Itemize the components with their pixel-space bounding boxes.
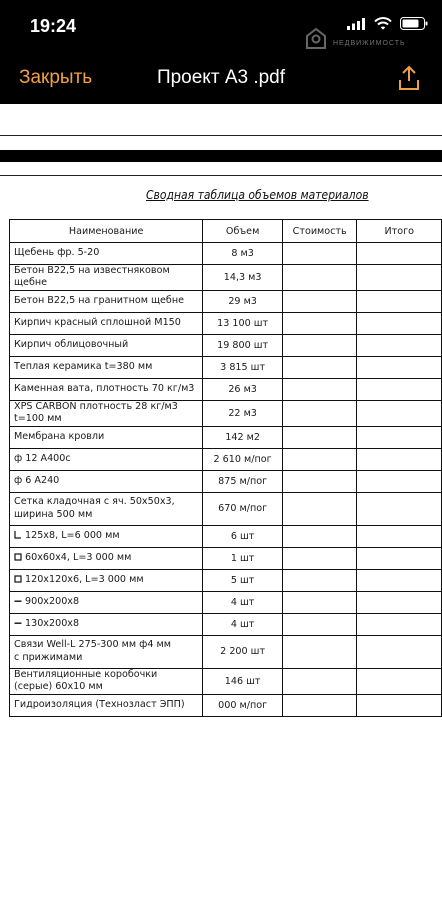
table-row bbox=[10, 569, 442, 591]
watermark-house-icon bbox=[303, 26, 329, 50]
table-row bbox=[10, 547, 442, 569]
materials-table bbox=[9, 219, 442, 717]
cell-total bbox=[357, 378, 442, 400]
table-row bbox=[10, 312, 442, 334]
cell-volume: 142 м2 bbox=[203, 426, 283, 448]
cell-name-text: Связи Well-L 275-300 мм ф4 мм с прижимами bbox=[14, 639, 172, 663]
cell-volume: 2 200 шт bbox=[203, 635, 283, 668]
document-title: Проект А3 .pdf bbox=[156, 67, 286, 88]
cell-cost bbox=[282, 243, 357, 265]
status-icons bbox=[347, 17, 428, 30]
watermark-text: НЕДВИЖИМОСТЬ bbox=[333, 40, 406, 47]
header-volume: Объем bbox=[203, 220, 283, 243]
cell-name bbox=[10, 312, 203, 334]
table-row bbox=[10, 426, 442, 448]
cell-name-text: Щебень фр. 5-20 bbox=[14, 247, 100, 259]
cell-volume: 3 815 шт bbox=[203, 356, 283, 378]
table-row bbox=[10, 613, 442, 635]
cell-total bbox=[357, 492, 442, 525]
cell-total bbox=[357, 426, 442, 448]
cell-total bbox=[357, 591, 442, 613]
cell-volume: 000 м/пог bbox=[203, 694, 283, 716]
cellular-signal-icon bbox=[347, 18, 366, 30]
flat-bar-icon bbox=[14, 619, 22, 630]
cell-name bbox=[10, 426, 203, 448]
cell-name bbox=[10, 635, 203, 668]
cell-total bbox=[357, 290, 442, 312]
cell-volume: 13 100 шт bbox=[203, 312, 283, 334]
cell-cost bbox=[282, 290, 357, 312]
header-total: Итого bbox=[357, 220, 442, 243]
cell-volume: 14,3 м3 bbox=[203, 265, 283, 291]
cell-volume: 6 шт bbox=[203, 525, 283, 547]
cell-name-text: Мембрана кровли bbox=[14, 431, 105, 443]
cell-volume: 4 шт bbox=[203, 613, 283, 635]
cell-cost bbox=[282, 569, 357, 591]
table-row bbox=[10, 525, 442, 547]
table-row bbox=[10, 243, 442, 265]
cell-cost bbox=[282, 547, 357, 569]
table-row bbox=[10, 694, 442, 716]
table-header-row bbox=[10, 220, 442, 243]
cell-cost bbox=[282, 668, 357, 694]
drawing-frame-band bbox=[0, 150, 442, 162]
table-row bbox=[10, 635, 442, 668]
cell-volume: 670 м/пог bbox=[203, 492, 283, 525]
cell-name bbox=[10, 470, 203, 492]
pdf-page[interactable] bbox=[0, 104, 442, 910]
cell-name bbox=[10, 378, 203, 400]
cell-name-text: ф 12 А400с bbox=[14, 453, 71, 465]
cell-cost bbox=[282, 470, 357, 492]
cell-name bbox=[10, 356, 203, 378]
cell-cost bbox=[282, 426, 357, 448]
cell-name-text: Каменная вата, плотность 70 кг/м3 bbox=[14, 383, 195, 395]
square-tube-icon bbox=[14, 553, 22, 564]
cell-name-text: Бетон В22,5 на известняковом щебне bbox=[14, 265, 170, 289]
cell-name bbox=[10, 492, 203, 525]
cell-cost bbox=[282, 312, 357, 334]
cell-name-text: Бетон В22,5 на гранитном щебне bbox=[14, 295, 185, 307]
cell-total bbox=[357, 312, 442, 334]
cell-name bbox=[10, 569, 203, 591]
cell-name bbox=[10, 525, 203, 547]
table-row bbox=[10, 265, 442, 291]
sheet-title: Сводная таблица объемов материалов bbox=[146, 188, 369, 202]
cell-cost bbox=[282, 525, 357, 547]
cell-volume: 29 м3 bbox=[203, 290, 283, 312]
table-row bbox=[10, 400, 442, 426]
cell-cost bbox=[282, 334, 357, 356]
cell-name bbox=[10, 668, 203, 694]
cell-name-text: 130х200х8 bbox=[25, 618, 80, 630]
table-body bbox=[10, 243, 442, 717]
cell-total bbox=[357, 635, 442, 668]
table-row bbox=[10, 290, 442, 312]
cell-total bbox=[357, 400, 442, 426]
table-row bbox=[10, 356, 442, 378]
cell-name-text: Кирпич облицовочный bbox=[14, 339, 129, 351]
cell-cost bbox=[282, 613, 357, 635]
nav-bar bbox=[0, 52, 442, 104]
table-row bbox=[10, 492, 442, 525]
drawing-border-line bbox=[0, 175, 442, 176]
cell-name-text: XPS CARBON плотность 28 кг/м3 t=100 мм bbox=[14, 400, 178, 425]
status-bar bbox=[0, 0, 442, 52]
cell-volume: 8 м3 bbox=[203, 243, 283, 265]
cell-name-text: 125х8, L=6 000 мм bbox=[25, 530, 120, 542]
cell-cost bbox=[282, 694, 357, 716]
cell-total bbox=[357, 547, 442, 569]
drawing-border-line bbox=[0, 135, 442, 136]
cell-name-text: 60х60х4, L=3 000 мм bbox=[25, 552, 132, 564]
cell-volume: 4 шт bbox=[203, 591, 283, 613]
cell-total bbox=[357, 525, 442, 547]
cell-cost bbox=[282, 265, 357, 291]
cell-name-text: Теплая керамика t=380 мм bbox=[14, 361, 153, 373]
cell-volume: 146 шт bbox=[203, 668, 283, 694]
cell-total bbox=[357, 243, 442, 265]
cell-total bbox=[357, 470, 442, 492]
cell-cost bbox=[282, 492, 357, 525]
cell-volume: 875 м/пог bbox=[203, 470, 283, 492]
cell-name bbox=[10, 334, 203, 356]
cell-cost bbox=[282, 591, 357, 613]
cell-name-text: Гидроизоляция (Технозласт ЭПП) bbox=[14, 699, 185, 711]
square-tube-icon bbox=[14, 575, 22, 586]
table-row bbox=[10, 448, 442, 470]
cell-total bbox=[357, 448, 442, 470]
cell-name bbox=[10, 243, 203, 265]
cell-volume: 1 шт bbox=[203, 547, 283, 569]
cell-name bbox=[10, 613, 203, 635]
table-row bbox=[10, 668, 442, 694]
cell-cost bbox=[282, 400, 357, 426]
cell-name-text: Кирпич красный сплошной М150 bbox=[14, 317, 181, 329]
cell-total bbox=[357, 694, 442, 716]
cell-total bbox=[357, 265, 442, 291]
cell-name bbox=[10, 694, 203, 716]
cell-name-text: 900х200х8 bbox=[25, 596, 80, 608]
cell-volume: 2 610 м/пог bbox=[203, 448, 283, 470]
cell-cost bbox=[282, 356, 357, 378]
header-name: Наименование bbox=[10, 220, 203, 243]
cell-total bbox=[357, 668, 442, 694]
cell-name bbox=[10, 448, 203, 470]
header-cost: Стоимость bbox=[282, 220, 357, 243]
cell-cost bbox=[282, 378, 357, 400]
status-time: 19:24 bbox=[30, 16, 77, 36]
cell-name bbox=[10, 290, 203, 312]
cell-volume: 22 м3 bbox=[203, 400, 283, 426]
cell-volume: 5 шт bbox=[203, 569, 283, 591]
cell-name-text: 120х120х6, L=3 000 мм bbox=[25, 574, 144, 586]
close-button[interactable]: Закрыть bbox=[19, 67, 93, 88]
cell-volume: 26 м3 bbox=[203, 378, 283, 400]
cell-cost bbox=[282, 635, 357, 668]
cell-total bbox=[357, 356, 442, 378]
flat-bar-icon bbox=[14, 597, 22, 608]
table-row bbox=[10, 591, 442, 613]
cell-name bbox=[10, 400, 203, 426]
cell-cost bbox=[282, 448, 357, 470]
cell-total bbox=[357, 334, 442, 356]
cell-name bbox=[10, 547, 203, 569]
share-icon[interactable] bbox=[398, 65, 420, 91]
table-row bbox=[10, 470, 442, 492]
cell-name bbox=[10, 591, 203, 613]
cell-name-text: Сетка кладочная с яч. 50х50х3, ширина 500 мм bbox=[14, 496, 175, 520]
cell-name bbox=[10, 265, 203, 291]
cell-total bbox=[357, 613, 442, 635]
table-row bbox=[10, 378, 442, 400]
angle-profile-icon bbox=[14, 531, 22, 542]
cell-volume: 19 800 шт bbox=[203, 334, 283, 356]
wifi-icon bbox=[374, 17, 392, 30]
table-row bbox=[10, 334, 442, 356]
cell-total bbox=[357, 569, 442, 591]
battery-icon bbox=[400, 17, 428, 30]
cell-name-text: Вентиляционные коробочки (серые) 60х10 мм bbox=[14, 668, 158, 693]
cell-name-text: ф 6 А240 bbox=[14, 475, 60, 487]
